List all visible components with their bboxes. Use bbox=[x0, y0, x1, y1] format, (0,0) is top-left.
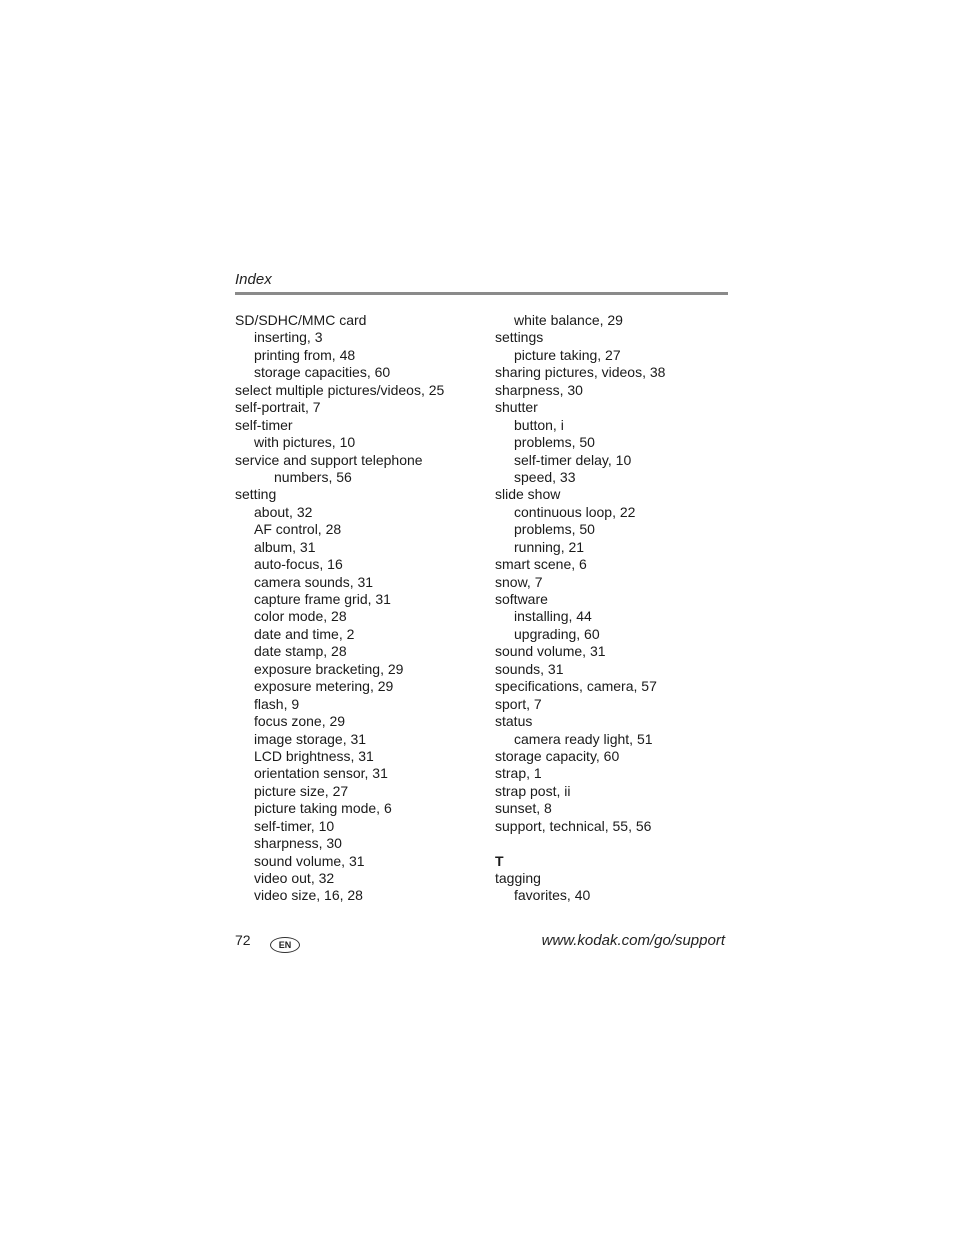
index-subentry: picture size, 27 bbox=[254, 782, 349, 799]
index-entry: sharing pictures, videos, 38 bbox=[495, 364, 666, 381]
index-entry: tagging bbox=[495, 870, 541, 886]
index-subentry: video out, 32 bbox=[254, 870, 335, 886]
index-entry: sport, 7 bbox=[495, 695, 542, 712]
index-entry: software bbox=[495, 591, 548, 607]
index-subentry: orientation sensor, 31 bbox=[254, 765, 388, 782]
index-spacer bbox=[495, 835, 735, 852]
index-subentry: printing from, 48 bbox=[254, 346, 356, 363]
index-subentry: favorites, 40 bbox=[514, 887, 591, 904]
index-entry: setting bbox=[235, 486, 277, 503]
index-subentry: problems, 50 bbox=[514, 434, 595, 451]
index-subentry: video size, 16, 28 bbox=[254, 887, 363, 904]
index-entry: settings bbox=[495, 329, 544, 346]
index-subentry: exposure bracketing, 29 bbox=[254, 660, 404, 677]
index-entry: sound volume, 31 bbox=[495, 643, 606, 660]
index-subentry: problems, 50 bbox=[514, 521, 595, 538]
page-number: 72 bbox=[235, 932, 251, 948]
index-subentry: speed, 33 bbox=[514, 468, 576, 485]
index-subentry: color mode, 28 bbox=[254, 608, 347, 625]
index-subentry: about, 32 bbox=[254, 503, 313, 520]
index-subentry: sound volume, 31 bbox=[254, 852, 365, 869]
index-subentry: inserting, 3 bbox=[254, 329, 323, 346]
index-entry: smart scene, 6 bbox=[495, 556, 587, 573]
index-subentry: self-timer delay, 10 bbox=[514, 451, 632, 468]
index-entry: slide show bbox=[495, 486, 561, 503]
index-entry: strap post, ii bbox=[495, 782, 571, 799]
index-entry: shutter bbox=[495, 399, 538, 416]
index-subentry: white balance, 29 bbox=[514, 312, 623, 328]
index-entry: sharpness, 30 bbox=[495, 381, 583, 398]
index-subentry: sharpness, 30 bbox=[254, 835, 342, 852]
index-subentry: LCD brightness, 31 bbox=[254, 747, 374, 764]
index-subentry: exposure metering, 29 bbox=[254, 678, 394, 695]
index-subentry: upgrading, 60 bbox=[514, 625, 600, 642]
index-entry: select multiple pictures/videos, 25 bbox=[235, 381, 445, 398]
index-entry: service and support telephone bbox=[235, 451, 423, 468]
index-subentry: with pictures, 10 bbox=[254, 434, 356, 451]
index-subentry: date stamp, 28 bbox=[254, 643, 347, 660]
index-entry: sunset, 8 bbox=[495, 800, 552, 817]
index-entry: specifications, camera, 57 bbox=[495, 678, 657, 695]
index-subentry: button, i bbox=[514, 416, 564, 433]
index-entry: support, technical, 55, 56 bbox=[495, 817, 652, 834]
page-header-title: Index bbox=[235, 271, 272, 288]
index-subentry: capture frame grid, 31 bbox=[254, 591, 391, 607]
index-subentry: picture taking, 27 bbox=[514, 346, 621, 363]
index-subentry: auto-focus, 16 bbox=[254, 556, 343, 573]
language-badge-icon: EN bbox=[270, 937, 300, 953]
index-subentry: AF control, 28 bbox=[254, 521, 342, 538]
index-entry: sounds, 31 bbox=[495, 660, 564, 677]
index-entry: status bbox=[495, 713, 533, 730]
index-subentry: date and time, 2 bbox=[254, 625, 355, 642]
index-subentry: focus zone, 29 bbox=[254, 713, 346, 730]
index-subentry: installing, 44 bbox=[514, 608, 592, 625]
index-subentry: running, 21 bbox=[514, 538, 585, 555]
index-subentry: album, 31 bbox=[254, 538, 316, 555]
index-subentry: camera sounds, 31 bbox=[254, 573, 374, 590]
index-subentry: camera ready light, 51 bbox=[514, 730, 653, 747]
index-entry: self-portrait, 7 bbox=[235, 399, 321, 416]
index-letter-heading: T bbox=[495, 852, 504, 869]
index-column-left bbox=[235, 312, 485, 905]
index-entry: storage capacity, 60 bbox=[495, 747, 620, 764]
header-divider bbox=[235, 292, 728, 295]
index-subentry: flash, 9 bbox=[254, 695, 300, 712]
index-subentry: picture taking mode, 6 bbox=[254, 800, 392, 817]
index-entry: strap, 1 bbox=[495, 765, 542, 782]
index-subentry: self-timer, 10 bbox=[254, 817, 335, 834]
index-subentry: continuous loop, 22 bbox=[514, 503, 636, 520]
index-column-right bbox=[495, 312, 735, 905]
index-subentry: numbers, 56 bbox=[274, 468, 352, 485]
index-subentry: storage capacities, 60 bbox=[254, 364, 391, 381]
index-subentry: image storage, 31 bbox=[254, 730, 367, 747]
index-entry: snow, 7 bbox=[495, 573, 543, 590]
support-url: www.kodak.com/go/support bbox=[541, 932, 725, 949]
index-entry: SD/SDHC/MMC card bbox=[235, 312, 367, 328]
index-entry: self-timer bbox=[235, 416, 293, 433]
